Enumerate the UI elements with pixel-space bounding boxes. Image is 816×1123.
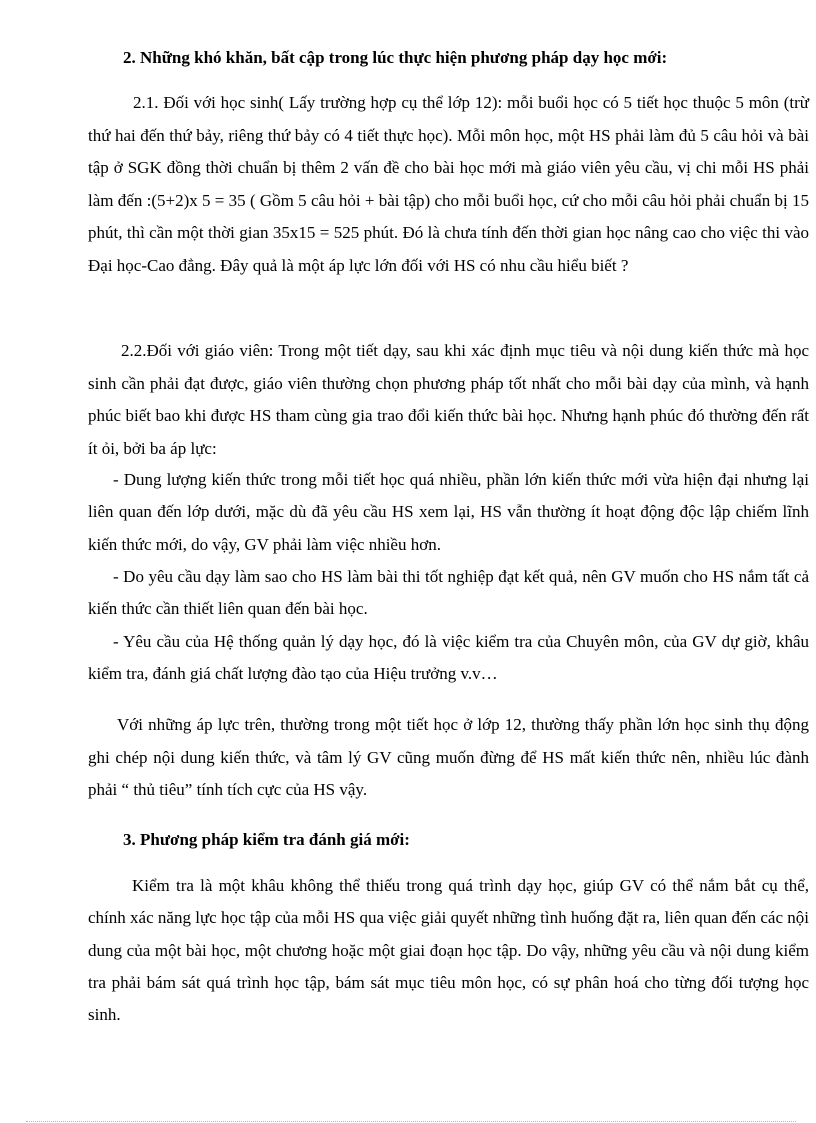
section-3-heading: 3. Phương pháp kiểm tra đánh giá mới: — [123, 830, 410, 849]
bullet-management-system: - Yêu cầu của Hệ thống quản lý dạy học, đó là việc kiểm tra của Chuyên môn, của GV dự giờ, khâu kiểm tra, đánh giá chất lượng đào tạo của Hiệu trưởng v.v… — [88, 632, 809, 684]
bullet-exam-requirement: - Do yêu cầu dạy làm sao cho HS làm bài thi tốt nghiệp đạt kết quả, nên GV muốn cho HS nắm tất cả kiến thức cần thiết liên quan đến bài học. — [88, 567, 809, 619]
page-bottom-divider — [26, 1121, 796, 1122]
pressure-conclusion-paragraph: Với những áp lực trên, thường trong một tiết học ở lớp 12, thường thấy phần lớn học sinh thụ động ghi chép nội dung kiến thức, và tâm lý GV cũng muốn đừng để HS mất kiến thức nên, nhiều lúc đành phải “ thủ tiêu” tính tích cực của HS vậy. — [88, 715, 809, 799]
section-2-2-paragraph: 2.2.Đối với giáo viên: Trong một tiết dạy, sau khi xác định mục tiêu và nội dung kiến thức mà học sinh cần phải đạt được, giáo viên thường chọn phương pháp tốt nhất cho mỗi bài dạy của mình, và hạnh phúc biết bao khi được HS tham cùng gia trao đổi kiến thức bài học. Nhưng hạnh phúc đó thường đến rất ít ỏi, bởi ba áp lực: — [88, 341, 809, 458]
section-2-heading: 2. Những khó khăn, bất cập trong lúc thực hiện phương pháp dạy học mới: — [123, 48, 668, 67]
bullet-knowledge-volume: - Dung lượng kiến thức trong mỗi tiết học quá nhiều, phần lớn kiến thức mới vừa hiện đại nhưng lại liên quan đến lớp dưới, mặc dù đã yêu cầu HS xem lại, HS vẫn thường ít hoạt động độc lập chiếm lĩnh kiến thức mới, do vậy, GV phải làm việc nhiều hơn. — [88, 470, 809, 554]
section-2-1-paragraph: 2.1. Đối với học sinh( Lấy trường hợp cụ thể lớp 12): mỗi buổi học có 5 tiết học thuộc 5 môn (trừ thứ hai đến thứ bảy, riêng thứ bảy có 4 tiết thực học). Mỗi môn học, một HS phải làm đủ 5 câu hỏi và bài tập ở SGK đồng thời chuẩn bị thêm 2 vấn đề cho bài học mới mà giáo viên yêu cầu, vị chi mỗi HS phải làm đến :(5+2)x 5 = 35 ( Gồm 5 câu hỏi + bài tập) cho mỗi buổi học, cứ cho mỗi câu hỏi phải chuẩn bị 15 phút, thì cần một thời gian 35x15 = 525 phút. Đó là chưa tính đến thời gian học nâng cao cho việc thi vào Đại học-Cao đẳng. Đây quả là một áp lực lớn đối với HS có nhu cầu hiểu biết ? — [88, 93, 809, 275]
section-3-paragraph: Kiểm tra là một khâu không thể thiếu trong quá trình dạy học, giúp GV có thể nắm bắt cụ thể, chính xác năng lực học tập của mỗi HS qua việc giải quyết những tình huống đặt ra, liên quan đến các nội dung của một bài học, một chương hoặc một giai đoạn học tập. Do vậy, những yêu cầu và nội dung kiểm tra phải bám sát quá trình học tập, bám sát mục tiêu môn học, có sự phân hoá cho từng đối tượng học sinh. — [88, 876, 809, 1025]
